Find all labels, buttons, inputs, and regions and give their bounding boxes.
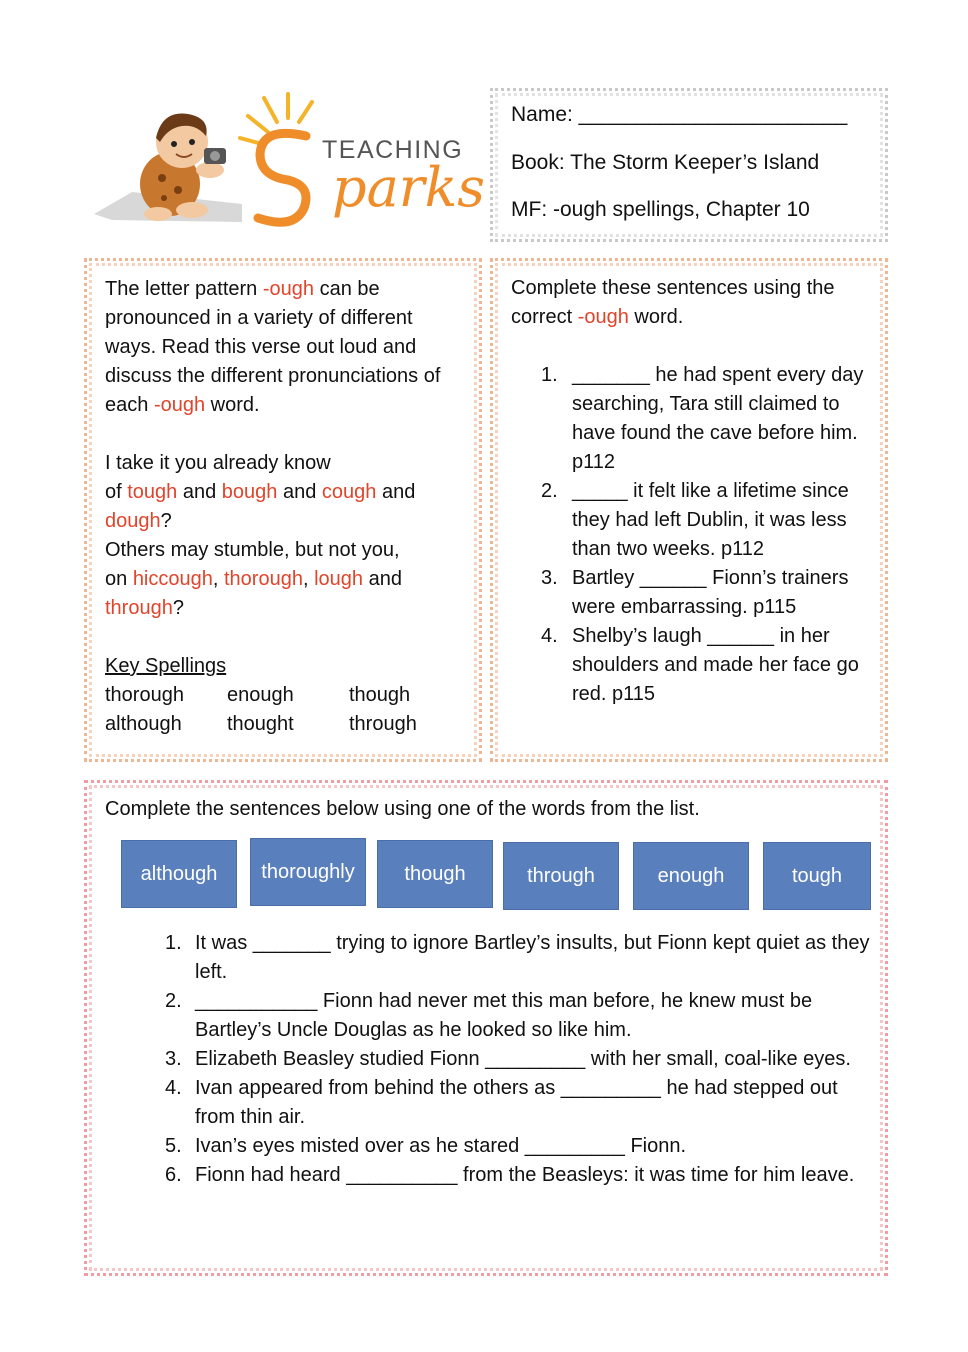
- mf-topic: MF: -ough spellings, Chapter 10: [511, 198, 810, 221]
- verse-comma: ,: [212, 568, 224, 590]
- verse-line-6: [105, 594, 465, 623]
- verse-line-3: [105, 507, 465, 536]
- intro-text-3: word.: [205, 394, 260, 416]
- ough-question-list: [511, 361, 875, 709]
- teaching-sparks-logo: [92, 92, 486, 232]
- item-text: Elizabeth Beasley studied Fionn _________ with her small, coal-like eyes.: [195, 1048, 851, 1070]
- word-tile-tough[interactable]: tough: [763, 842, 871, 910]
- svg-text:parks: parks: [332, 156, 486, 219]
- item-text: Bartley ______ Fionn’s trainers were embarrassing. p115: [572, 567, 849, 618]
- word-tile-although[interactable]: although: [121, 840, 237, 908]
- item-text: ___________ Fionn had never met this man before, he knew must be Bartley’s Uncle Douglas as he looked so like him.: [195, 990, 813, 1041]
- logo-sparks-wordmark: [332, 154, 486, 224]
- ough-questions-box: [490, 258, 888, 762]
- key-word: through: [349, 713, 417, 735]
- item-number: 4.: [165, 1077, 182, 1099]
- word-thorough: thorough: [224, 568, 303, 590]
- verse-and: and: [363, 568, 402, 590]
- list-item: [511, 361, 875, 477]
- word-bough: bough: [221, 481, 278, 503]
- item-number: 4.: [541, 625, 558, 647]
- intro-ough-highlight-2: -ough: [153, 394, 206, 416]
- verse-line-2: [105, 478, 465, 507]
- word-through: through: [105, 597, 173, 619]
- list-item: [511, 622, 875, 709]
- word-hiccough: hiccough: [132, 568, 213, 590]
- key-word: although: [105, 713, 182, 735]
- key-word: thought: [227, 713, 294, 735]
- word-tile-thoroughly[interactable]: thoroughly: [250, 838, 366, 906]
- verse-box: [84, 258, 482, 762]
- item-text: Fionn had heard __________ from the Beasleys: it was time for him leave.: [195, 1164, 855, 1186]
- intro-paragraph: [105, 275, 465, 420]
- list-item: [165, 929, 877, 987]
- verse-question-mark: ?: [160, 510, 172, 532]
- instruction-text-1: Complete these sentences using the correct: [511, 277, 835, 328]
- item-number: 3.: [165, 1048, 182, 1070]
- key-word: though: [349, 684, 411, 706]
- instruction-ough-highlight: -ough: [577, 306, 629, 328]
- intro-ough-highlight: -ough: [262, 278, 315, 300]
- book-title: Book: The Storm Keeper’s Island: [511, 151, 820, 174]
- instruction-text-2: word.: [628, 306, 684, 328]
- list-item: [511, 477, 875, 564]
- word-cough: cough: [321, 481, 377, 503]
- list-item: [165, 1132, 877, 1161]
- list-item: [165, 1074, 877, 1132]
- word-tough: tough: [127, 481, 178, 503]
- item-number: 3.: [541, 567, 558, 589]
- item-text: Shelby’s laugh ______ in her shoulders and made her face go red. p115: [572, 625, 859, 705]
- item-number: 5.: [165, 1135, 182, 1157]
- word-list-exercise-box: [84, 780, 888, 1276]
- list-item: [165, 1045, 877, 1074]
- item-number: 2.: [165, 990, 182, 1012]
- verse-and: and: [177, 481, 222, 503]
- item-text: Ivan’s eyes misted over as he stared _________ Fionn.: [195, 1135, 687, 1157]
- key-word: enough: [227, 684, 294, 706]
- logo-word-teaching: TEACHING: [322, 136, 464, 164]
- name-field[interactable]: Name: _______________________: [511, 103, 848, 126]
- verse-line-4: Others may stumble, but not you,: [105, 539, 400, 561]
- list-item: [165, 987, 877, 1045]
- key-spellings-grid: [105, 681, 465, 739]
- verse-line-5: [105, 565, 465, 594]
- intro-text-1: The letter pattern: [105, 278, 263, 300]
- verse-question-mark: ?: [172, 597, 184, 619]
- word-list-instruction: Complete the sentences below using one of the words from the list.: [105, 798, 700, 820]
- questions-instruction: [511, 274, 875, 332]
- word-dough: dough: [105, 510, 161, 532]
- verse-comma: ,: [302, 568, 315, 590]
- verse-on: on: [105, 568, 133, 590]
- verse-of: of: [105, 481, 128, 503]
- item-text: _______ he had spent every day searching, Tara still claimed to have found the cave before him. p112: [572, 364, 864, 473]
- word-list-question-list: [165, 929, 877, 1190]
- caveman-mascot-icon: [92, 92, 322, 232]
- verse-and: and: [376, 481, 416, 503]
- verse-and: and: [277, 481, 322, 503]
- word-tile-through[interactable]: through: [503, 842, 619, 910]
- list-item: [511, 564, 875, 622]
- item-number: 1.: [165, 932, 182, 954]
- item-number: 6.: [165, 1164, 182, 1186]
- list-item: [165, 1161, 877, 1190]
- word-lough: lough: [314, 568, 364, 590]
- intro-text-2: can be pronounced in a variety of different ways. Read this verse out loud and discuss the different pronunciations of each: [105, 278, 441, 416]
- item-text: Ivan appeared from behind the others as _________ he had stepped out from thin air.: [195, 1077, 838, 1128]
- key-spellings-title: Key Spellings: [105, 655, 227, 677]
- key-word: thorough: [105, 684, 184, 706]
- student-info-box: [490, 88, 888, 242]
- item-number: 2.: [541, 480, 558, 502]
- verse-line-1: I take it you already know: [105, 452, 331, 474]
- word-tile-enough[interactable]: enough: [633, 842, 749, 910]
- item-number: 1.: [541, 364, 558, 386]
- item-text: _____ it felt like a lifetime since they had left Dublin, it was less than two weeks. p112: [572, 480, 849, 560]
- item-text: It was _______ trying to ignore Bartley’s insults, but Fionn kept quiet as they left.: [195, 932, 870, 983]
- word-tile-though[interactable]: though: [377, 840, 493, 908]
